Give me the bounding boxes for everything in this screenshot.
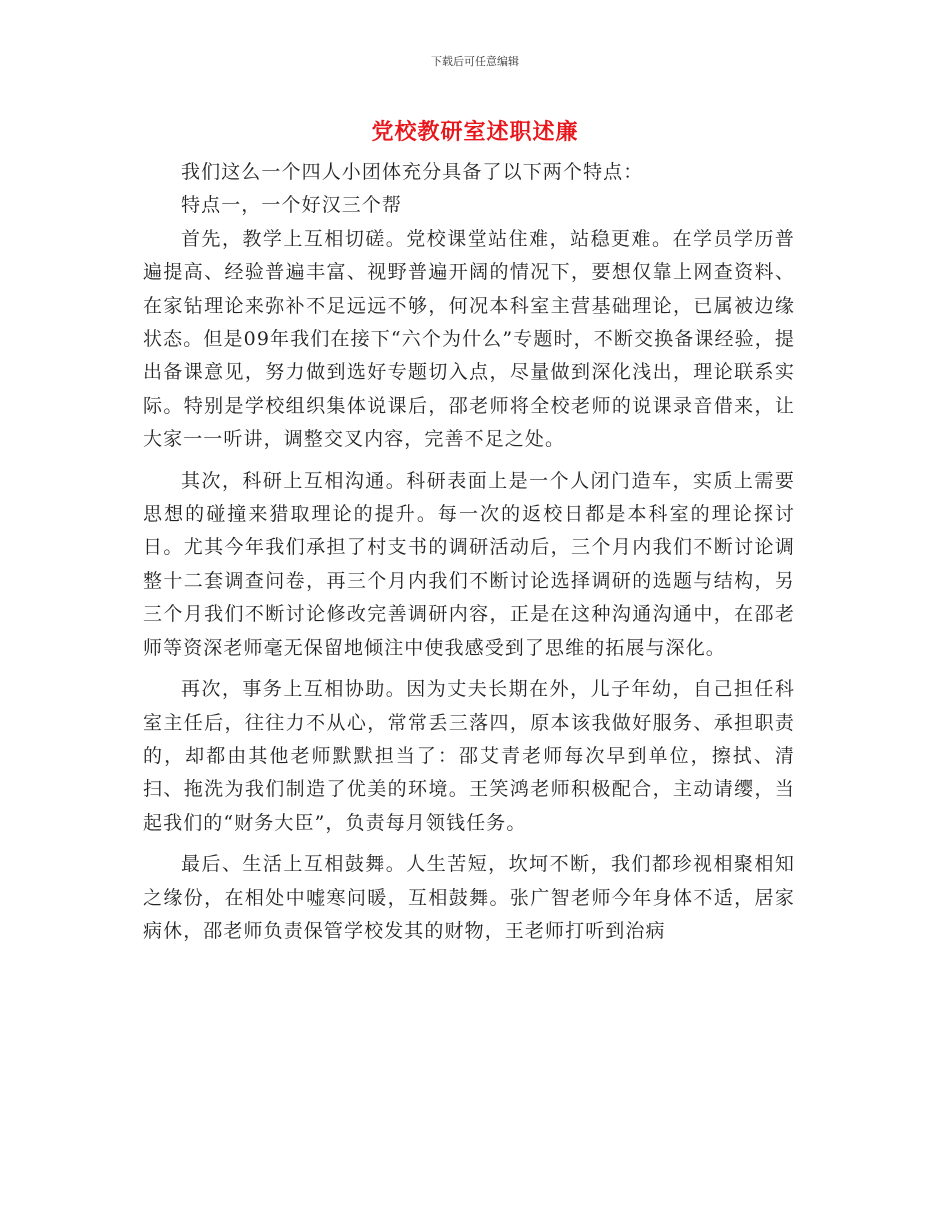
paragraph-intro: 我们这么一个四人小团体充分具备了以下两个特点：: [181, 161, 644, 183]
document-body: [143, 156, 795, 948]
paragraph-life: 最后、生活上互相鼓舞。人生苦短，坎坷不断，我们都珍视相聚相知之缘份，在相处中嘘寒问暖，互相鼓舞。张广智老师今年身体不适，居家病休，邵老师负责保管学校发其的财物，王老师打听到治病: [143, 853, 795, 942]
document-title: 党校教研室述职述廉: [371, 119, 579, 145]
paragraph-research: 其次，科研上互相沟通。科研表面上是一个人闭门造车，实质上需要思想的碰撞来猎取理论的提升。每一次的返校日都是本科室的理论探讨日。尤其今年我们承担了村支书的调研活动后，三个月内我们不断讨论调整十二套调查问卷，再三个月内我们不断讨论选择调研的选题与结构，另三个月我们不断讨论修改完善调研内容，正是在这种沟通沟通中，在邵老师等资深老师毫无保留地倾注中使我感受到了思维的拓展与深化。: [143, 469, 795, 659]
page-header-note: 下载后可任意编辑: [431, 55, 519, 68]
paragraph-feature-heading: 特点一，一个好汉三个帮: [181, 194, 403, 217]
paragraph-affairs: 再次，事务上互相协助。因为丈夫长期在外，儿子年幼，自己担任科室主任后，往往力不从心，常常丢三落四，原本该我做好服务、承担职责的，却都由其他老师默默担当了：邵艾青老师每次早到单位，擦拭、清扫、拖洗为我们制造了优美的环境。王笑鸿老师积极配合，主动请缨，当起我们的“财务大臣”，负责每月领钱任务。: [143, 678, 795, 834]
paragraph-teaching: 首先，教学上互相切磋。党校课堂站住难，站稳更难。在学员学历普遍提高、经验普遍丰富、视野普遍开阔的情况下，要想仅靠上网查资料、在家钻理论来弥补不足远远不够，何况本科室主营基础理论，已属被边缘状态。但是09年我们在接下“六个为什么”专题时，不断交换备课经验，提出备课意见，努力做到选好专题切入点，尽量做到深化浅出，理论联系实际。特别是学校组织集体说课后，邵老师将全校老师的说课录音借来，让大家一一听讲，调整交叉内容，完善不足之处。: [143, 227, 795, 451]
